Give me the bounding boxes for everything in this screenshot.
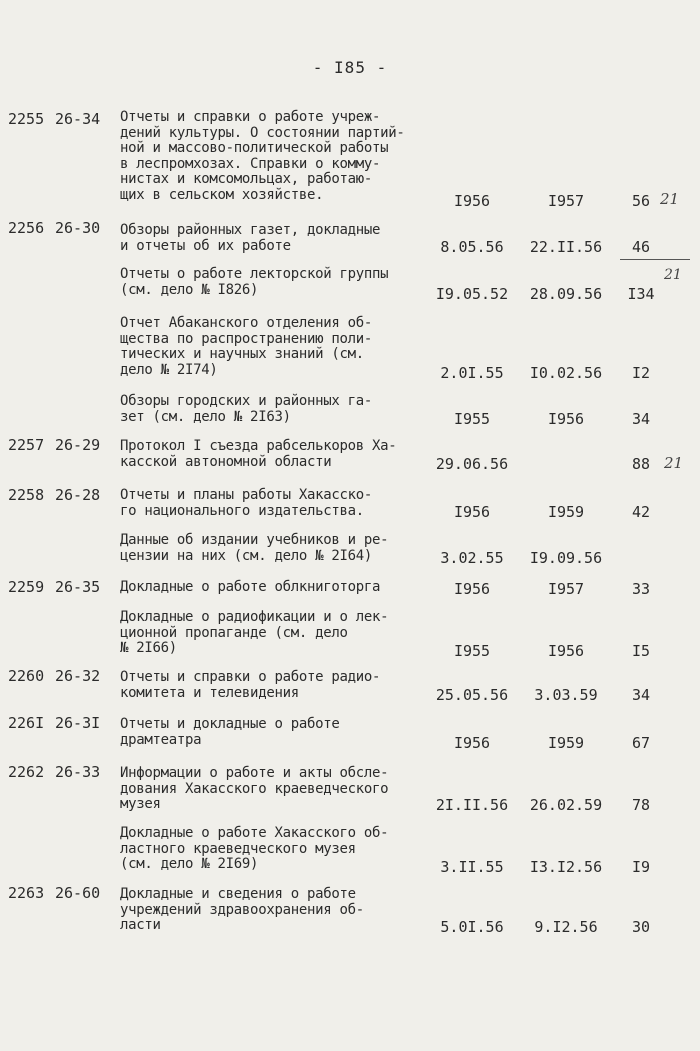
entry-date-start: 3.02.55 xyxy=(440,549,504,567)
entry-date-end: I956 xyxy=(547,642,585,660)
entry-date-start: 5.0I.56 xyxy=(440,918,504,936)
entry-code: 26-33 xyxy=(55,763,101,781)
entry-pages: 34 xyxy=(631,410,651,428)
entry-date-end: 22.II.56 xyxy=(529,238,603,256)
entry-code: 26-34 xyxy=(55,110,101,128)
entry-description: Докладные о работе облкниготорга xyxy=(120,579,381,595)
entry-number: 226I xyxy=(8,714,45,732)
entry-date-start: 2.0I.55 xyxy=(440,364,504,382)
entry-date-start: I956 xyxy=(453,580,491,598)
entry-description: Отчеты и справки о работе радио- комитета и телевидения xyxy=(120,669,381,701)
entry-pages: 42 xyxy=(631,503,651,521)
entry-description: Обзоры районных газет, докладные и отчеты об их работе xyxy=(120,222,381,254)
entry-date-end: 3.03.59 xyxy=(534,686,598,704)
entry-date-end: I9.09.56 xyxy=(529,549,603,567)
entry-pages: 46 xyxy=(631,238,651,256)
entry-description: Отчет Абаканского отделения об- щества по распространению поли- тических и научных знаний (см. дело № 2I74) xyxy=(120,315,372,378)
entry-date-start: I956 xyxy=(453,192,491,210)
entry-description: Информации о работе и акты обсле- дования Хакасского краеведческого музея xyxy=(120,765,389,812)
entry-date-end: I0.02.56 xyxy=(529,364,603,382)
entry-date-end: I3.I2.56 xyxy=(529,858,603,876)
entry-description: Протокол I съезда рабселькоров Ха- касской автономной области xyxy=(120,438,397,470)
entry-code: 26-32 xyxy=(55,667,101,685)
entry-date-start: I956 xyxy=(453,734,491,752)
entry-date-end: I957 xyxy=(547,580,585,598)
entry-description: Обзоры городских и районных га- зет (см. дело № 2I63) xyxy=(120,393,372,425)
entry-code: 26-28 xyxy=(55,486,101,504)
entry-pages: 67 xyxy=(631,734,651,752)
entry-number: 2263 xyxy=(8,884,45,902)
entry-pages: 33 xyxy=(631,580,651,598)
page-number: - I85 - xyxy=(312,58,388,77)
entry-date-start: 2I.II.56 xyxy=(435,796,509,814)
entry-date-end: I956 xyxy=(547,410,585,428)
entry-number: 2262 xyxy=(8,763,45,781)
entry-date-end: I959 xyxy=(547,734,585,752)
handwritten-note: 21 xyxy=(664,267,682,283)
entry-pages: I9 xyxy=(631,858,651,876)
underline-rule xyxy=(620,259,690,260)
entry-date-start: I955 xyxy=(453,410,491,428)
entry-date-start: 3.II.55 xyxy=(440,858,504,876)
entry-description: Отчеты и планы работы Хакасско- го национального издательства. xyxy=(120,487,372,519)
entry-pages: 56 xyxy=(631,192,651,210)
entry-date-start: I9.05.52 xyxy=(435,285,509,303)
entry-code: 26-60 xyxy=(55,884,101,902)
entry-code: 26-35 xyxy=(55,578,101,596)
handwritten-note: 21 xyxy=(660,190,680,208)
entry-pages: I2 xyxy=(631,364,651,382)
entry-description: Отчеты о работе лекторской группы (см. дело № I826) xyxy=(120,266,389,298)
entry-date-start: I955 xyxy=(453,642,491,660)
entry-date-end: 9.I2.56 xyxy=(534,918,598,936)
entry-date-end: 26.02.59 xyxy=(529,796,603,814)
entry-description: Отчеты и докладные о работе драмтеатра xyxy=(120,716,340,748)
entry-date-end: I957 xyxy=(547,192,585,210)
entry-number: 2256 xyxy=(8,219,45,237)
entry-date-start: 25.05.56 xyxy=(435,686,509,704)
entry-description: Докладные о работе Хакасского об- ластного краеведческого музея (см. дело № 2I69) xyxy=(120,825,389,872)
entry-pages: 34 xyxy=(631,686,651,704)
entry-number: 2258 xyxy=(8,486,45,504)
entry-date-end: I959 xyxy=(547,503,585,521)
handwritten-note: 21 xyxy=(664,454,684,472)
entry-number: 2255 xyxy=(8,110,45,128)
entry-number: 2260 xyxy=(8,667,45,685)
entry-pages: I5 xyxy=(631,642,651,660)
entry-date-start: 29.06.56 xyxy=(435,455,509,473)
entry-date-start: 8.05.56 xyxy=(440,238,504,256)
entry-pages: 30 xyxy=(631,918,651,936)
entry-number: 2257 xyxy=(8,436,45,454)
entry-number: 2259 xyxy=(8,578,45,596)
entry-description: Докладные о радиофикации и о лек- ционной пропаганде (см. дело № 2I66) xyxy=(120,609,389,656)
entry-code: 26-30 xyxy=(55,219,101,237)
entry-code: 26-29 xyxy=(55,436,101,454)
entry-description: Отчеты и справки о работе учреж- дений культуры. О состоянии партий- ной и массово-политической работы в леспромхозах. Справки о комму- нистах и комсомольцах, работаю- щих в сельском хозяйстве. xyxy=(120,109,405,203)
entry-date-start: I956 xyxy=(453,503,491,521)
entry-description: Докладные и сведения о работе учреждений здравоохранения об- ласти xyxy=(120,886,364,933)
entry-pages: 88 xyxy=(631,455,651,473)
entry-description: Данные об издании учебников и ре- цензии на них (см. дело № 2I64) xyxy=(120,532,389,564)
entry-code: 26-3I xyxy=(55,714,101,732)
entry-pages: 78 xyxy=(631,796,651,814)
entry-pages: I34 xyxy=(627,285,655,303)
entry-date-end: 28.09.56 xyxy=(529,285,603,303)
